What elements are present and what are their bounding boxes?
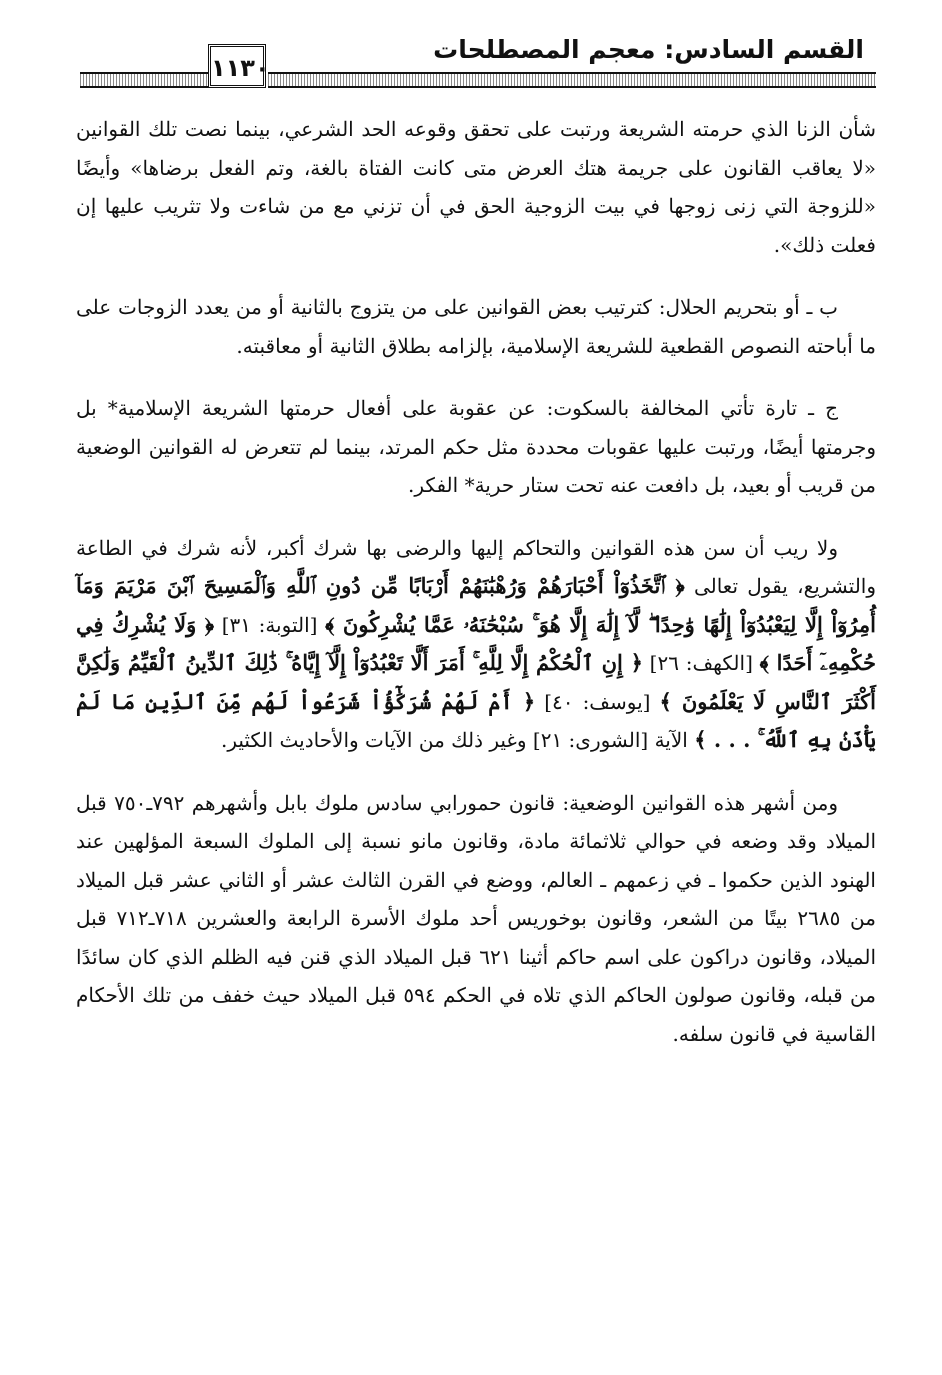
- paragraph-text: ولا ريب أن سن هذه القوانين والتحاكم إليها والرضى بها شرك أكبر، لأنه شرك في الطاعة والتشريع، يقول تعالى: [76, 535, 876, 598]
- quran-verse: ﴿ ٱتَّخَذُوٓاْ أَحْبَارَهُمْ وَرُهْبَٰنَهُمْ أَرْبَابًا مِّن دُونِ ٱللَّهِ وَٱلْمَسِيحَ ٱبْنَ مَرْيَمَ وَمَآ أُمِرُوٓاْ إِلَّا لِيَعْبُدُوٓاْ إِلَٰهًا وَٰحِدًا ۖ لَّآ إِلَٰهَ إِلَّا هُوَ ۚ سُبْحَٰنَهُۥ عَمَّا يُشْرِكُونَ ﴾: [76, 573, 876, 637]
- verse-reference: [التوبة: ٣١]: [214, 612, 326, 637]
- header-ornament-band-right: [268, 72, 876, 88]
- verse-reference: [يوسف: ٤٠]: [535, 689, 660, 714]
- paragraph-zina-laws: شأن الزنا الذي حرمته الشريعة ورتبت على تحقق وقوعه الحد الشرعي، بينما نصت تلك القوانين «لا يعاقب القانون على جريمة هتك العرض متى كانت الفتاة بالغة، وتم الفعل برضاها» وأيضًا «للزوجة التي زنى زوجها في بيت الزوجية الحق في أن تزني مع من شاءت ولا تثريب عليها إن فعلت ذلك».: [76, 117, 876, 257]
- page-header: [76, 30, 876, 90]
- verse-reference: الآية [الشورى: ٢١] وغير ذلك من الآيات والأحاديث الكثير.: [220, 728, 695, 752]
- quran-verse: ﴿ وَلَا يُشْرِكُ فِي حُكْمِهِۦٓ أَحَدًا ﴾: [76, 611, 877, 675]
- paragraph-famous-laws: ومن أشهر هذه القوانين الوضعية: قانون حمورابي سادس ملوك بابل وأشهرهم ٧٩٢ـ٧٥٠ قبل الميلاد وقد وضعه في حوالي ثلاثمائة مادة، وقانون مانو نسبة إلى الملوك السبعة المؤلهين عند الهنود الذين حكموا ـ في زعمهم ـ العالم، ووضع في القرن الثالث عشر أو الثاني عشر قبل الميلاد من ٢٦٨٥ بيتًا من الشعر، وقانون بوخوريس أحد ملوك الأسرة الرابعة والعشرين ٧١٨ـ٧١٢ قبل الميلاد، وقانون دراكون على اسم حاكم أثينا ٦٢١ قبل الميلاد الذي قنن فيه الظلم الذي كان سائدًا من قبله، وقانون صولون الحاكم الذي تلاه في الحكم ٥٩٤ قبل الميلاد حيث خفف من تلك الأحكام القاسية في قانون سلفه.: [76, 790, 876, 1046]
- section-title: القسم السادس: معجم المصطلحات: [433, 35, 864, 64]
- paragraph-forbidding-permitted: ب ـ أو بتحريم الحلال: كترتيب بعض القوانين على من يتزوج بالثانية أو من يعدد الزوجات على ما أباحته النصوص القطعية للشريعة الإسلامية، بإلزامه بطلاق الثانية أو معاقبته.: [76, 295, 876, 358]
- verse-reference: [الكهف: ٢٦]: [642, 651, 760, 675]
- page-body: [76, 110, 876, 1077]
- paragraph-silence-violation: ج ـ تارة تأتي المخالفة بالسكوت: عن عقوبة على أفعال حرمتها الشريعة الإسلامية* بل وجرمتها أيضًا، ورتبت عليها عقوبات محددة مثل حكم المرتد، بينما لم تتعرض له القوانين الوضعية من قريب أو بعيد، بل دافعت عنه تحت ستار حرية* الفكر.: [76, 396, 876, 497]
- header-ornament-band-left: [80, 72, 210, 88]
- paragraph-shirk-quran: [76, 529, 876, 760]
- page-number: ١١٣٠: [208, 44, 266, 88]
- quran-verse: ﴿ إِنِ ٱلْحُكْمُ إِلَّا لِلَّهِ ۚ أَمَرَ أَلَّا تَعْبُدُوٓاْ إِلَّآ إِيَّاهُ ۚ ذَٰلِكَ ٱلدِّينُ ٱلْقَيِّمُ وَلَٰكِنَّ أَكْثَرَ ٱلنَّاسِ لَا يَعْلَمُونَ ﴾: [76, 650, 876, 714]
- quran-verse: ﴿ أَمْ لَهُمْ شُرَكَٰٓؤُاْ شَرَعُواْ لَهُم مِّنَ ٱلدِّينِ مَا لَمْ يَأْذَنۢ بِهِ ٱللَّهُ ۚ . . . ﴾: [76, 688, 876, 752]
